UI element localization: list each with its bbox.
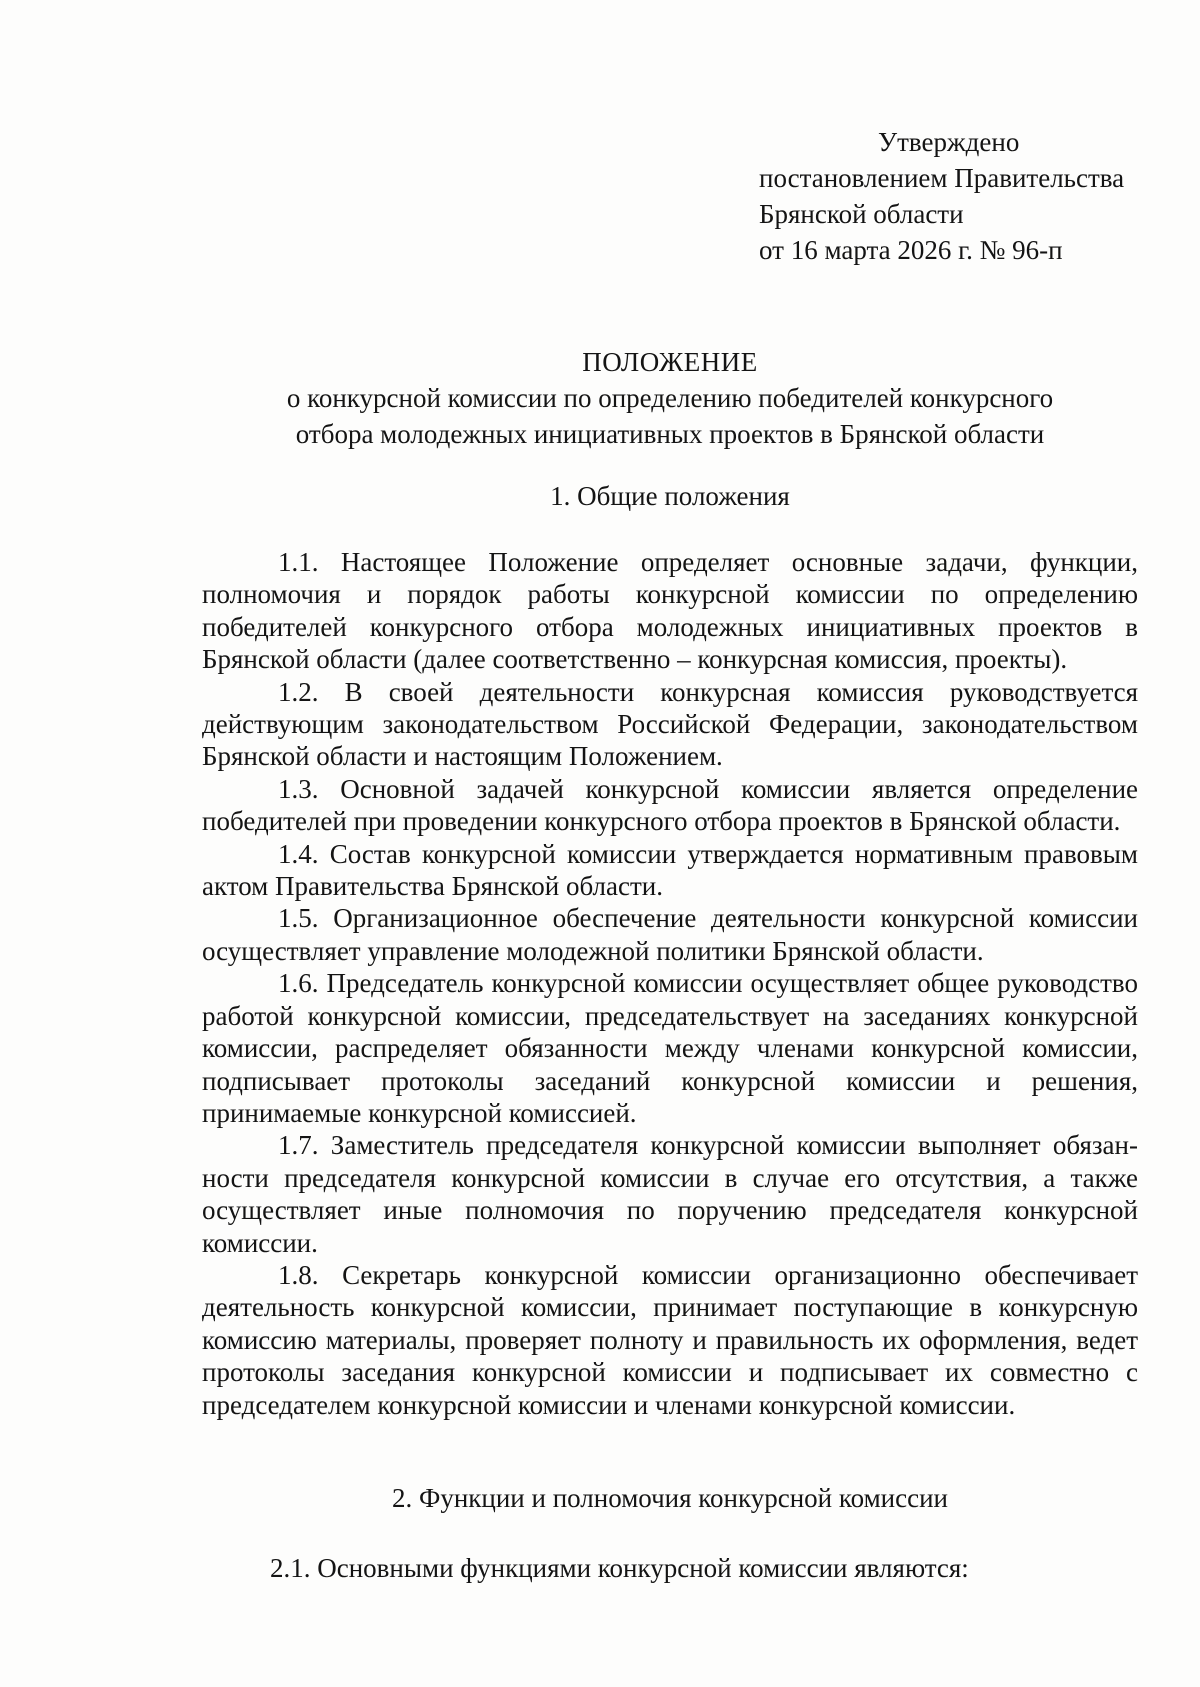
paragraph-1-2: 1.2. В своей деятельности конкурсная комиссия руководствуется действующим законодательством Российской Федерации, законодательством Брянской области и настоящим Положением. <box>202 676 1138 772</box>
approval-line-date-number: от 16 марта 2026 г. № 96-п <box>759 235 1063 265</box>
approval-line-resolution: постановлением Правительства <box>759 163 1125 193</box>
section-1-heading: 1. Общие положения <box>550 481 790 511</box>
paragraph-1-1: 1.1. Настоящее Положение определяет основные задачи, функции, полномочия и порядок работы конкурсной комиссии по определению победителей конкурсного отбора молодежных инициативных проектов в Брянской области (далее соответственно – конкурсная комиссия, проекты). <box>202 547 1138 675</box>
paragraph-1-3: 1.3. Основной задачей конкурсной комиссии является определение победителей при проведении конкурсного отбора проектов в Брянской области. <box>202 773 1138 837</box>
document-subtitle-line-2: отбора молодежных инициативных проектов в Брянской области <box>295 419 1045 449</box>
document-heading: ПОЛОЖЕНИЕ <box>582 347 758 377</box>
document-title <box>0 344 1200 452</box>
paragraph-1-6: 1.6. Председатель конкурсной комиссии осуществляет общее руководство работой конкурсной комиссии, председательствует на заседаниях конкурсной комиссии, распределяет обязанности между членами конкурсной комиссии, подписывает протоколы заседаний конкурсной комиссии и решения, принимаемые конкурсной комиссией. <box>202 968 1138 1128</box>
paragraph-1-5: 1.5. Организационное обеспечение деятельности конкурсной комиссии осуществляет управление молодежной политики Брянской области. <box>202 903 1138 966</box>
approval-line-region: Брянской области <box>759 199 964 229</box>
paragraph-1-7: 1.7. Заместитель председателя конкурсной комиссии выполняет обязанности председателя конкурсной комиссии в случае его отсутствия, а также осуществляет иные полномочия по поручению председателя конкурсной комиссии. <box>202 1130 1138 1258</box>
paragraph-1-8: 1.8. Секретарь конкурсной комиссии организационно обеспечивает деятельность конкурсной комиссии, принимает поступающие в конкурсную комиссию материалы, проверяет полноту и правильность их оформления, ведет протоколы заседания конкурсной комиссии и подписывает их совместно с председателем конкурсной комиссии и членами конкурсной комиссии. <box>202 1259 1138 1420</box>
approval-stamp <box>759 124 1124 268</box>
paragraph-1-4: 1.4. Состав конкурсной комиссии утверждается нормативным правовым актом Правительства Брянской области. <box>202 838 1138 902</box>
clause-2-1: 2.1. Основными функциями конкурсной комиссии являются: <box>270 1553 969 1583</box>
approval-line-approved: Утверждено <box>878 127 1020 157</box>
section-2-heading: 2. Функции и полномочия конкурсной комиссии <box>392 1483 948 1513</box>
document-subtitle-line-1: о конкурсной комиссии по определению победителей конкурсного <box>286 383 1054 413</box>
section-1-body <box>202 546 1138 1421</box>
